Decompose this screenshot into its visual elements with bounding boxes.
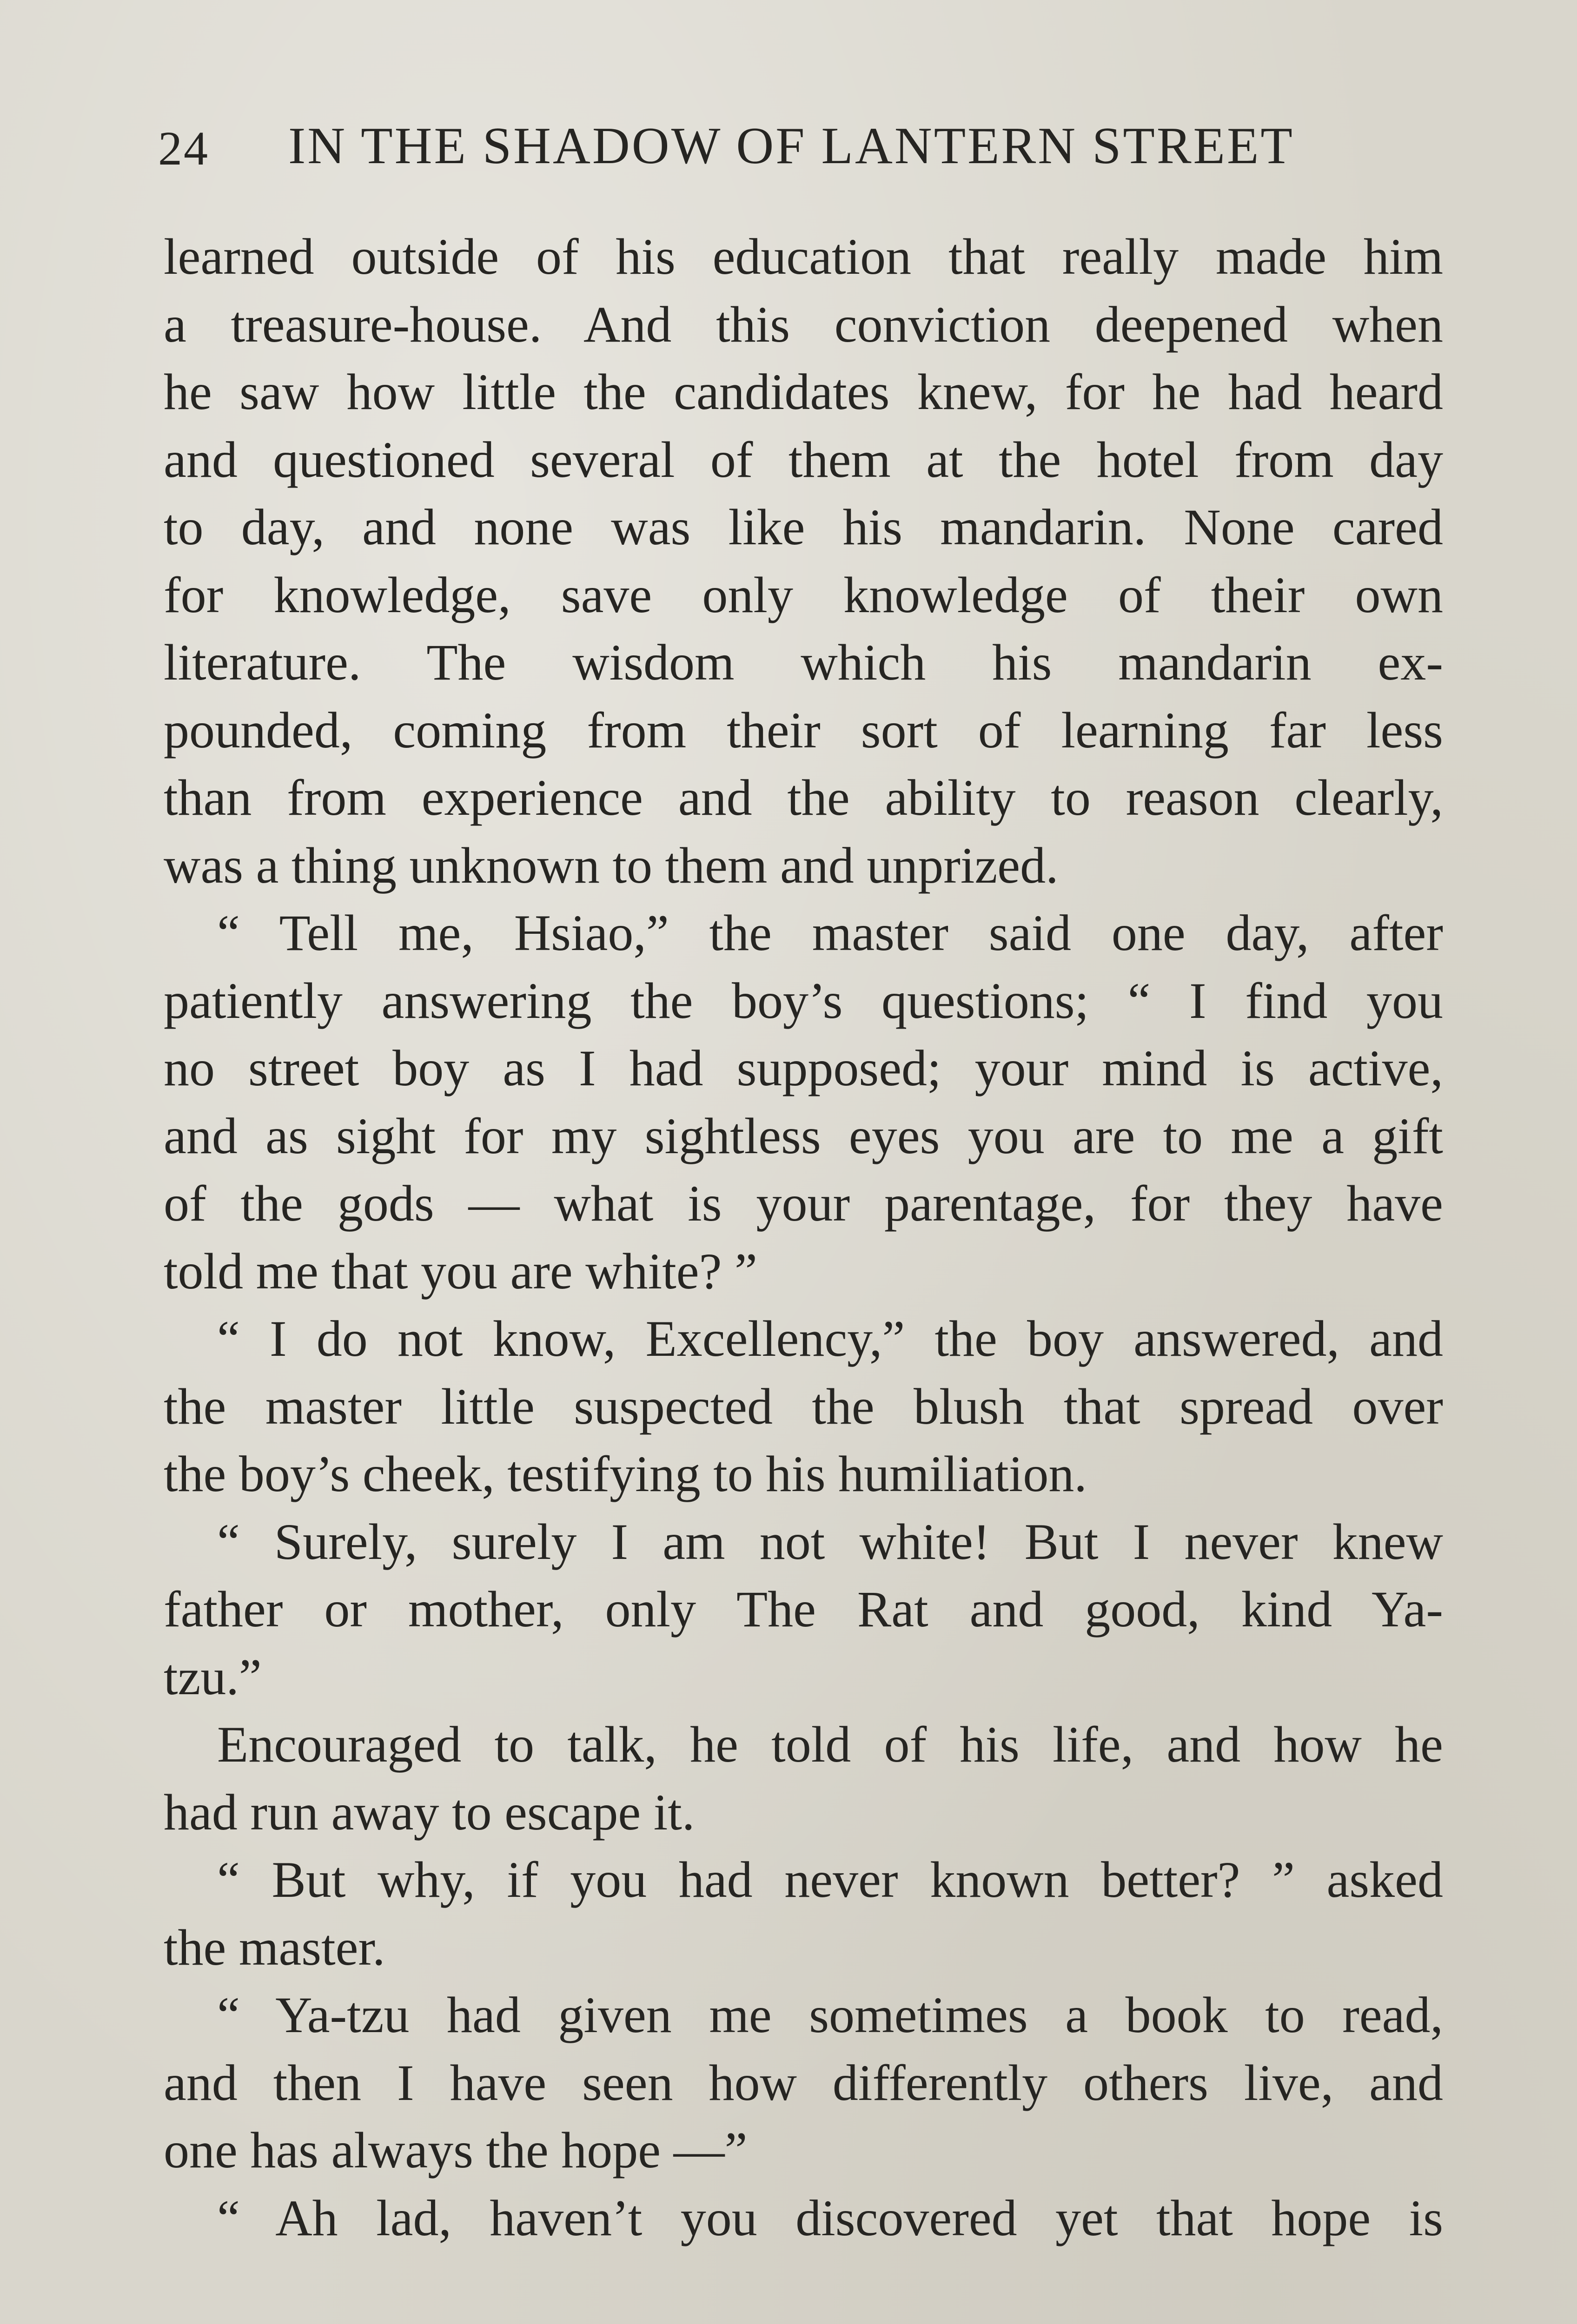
- text-line: had run away to escape it.: [164, 1783, 695, 1841]
- text-line: for knowledge, save only knowledge of their own: [164, 566, 1443, 623]
- text-line: “ Ya-tzu had given me sometimes a book to read,: [217, 1987, 1443, 2043]
- text-line: to day, and none was like his mandarin. None cared: [164, 499, 1443, 555]
- text-line: of the gods — what is your parentage, for they have: [164, 1175, 1443, 1232]
- running-title: IN THE SHADOW OF LANTERN STREET: [288, 117, 1294, 175]
- text-line: “ Ah lad, haven’t you discovered yet that hope is: [217, 2189, 1443, 2246]
- text-line: the boy’s cheek, testifying to his humiliation.: [164, 1446, 1087, 1502]
- text-line: no street boy as I had supposed; your mind is active,: [164, 1040, 1443, 1096]
- text-line: the master.: [164, 1919, 385, 1976]
- text-line: “ Surely, surely I am not white! But I never knew: [217, 1513, 1443, 1570]
- running-head: [158, 116, 1413, 181]
- text-line: patiently answering the boy’s questions; “ I find you: [164, 972, 1443, 1029]
- text-line: the master little suspected the blush that spread over: [164, 1378, 1443, 1435]
- text-line: learned outside of his education that really made him: [164, 228, 1443, 285]
- body-text: [164, 223, 1443, 2252]
- text-line: pounded, coming from their sort of learning far less: [164, 701, 1443, 759]
- text-line: than from experience and the ability to reason clearly,: [164, 769, 1443, 826]
- text-line: tzu.”: [164, 1648, 262, 1705]
- page-number: 24: [158, 122, 209, 175]
- text-line: “ Tell me, Hsiao,” the master said one day, after: [217, 905, 1443, 961]
- text-line: father or mother, only The Rat and good, kind Ya-: [164, 1581, 1443, 1637]
- text-line: literature. The wisdom which his mandarin ex-: [164, 634, 1443, 691]
- text-line: Encouraged to talk, he told of his life, and how he: [217, 1716, 1443, 1773]
- text-line: and as sight for my sightless eyes you are to me a gift: [164, 1107, 1443, 1164]
- text-line: told me that you are white? ”: [164, 1242, 757, 1300]
- text-line: a treasure-house. And this conviction deepened when: [164, 296, 1443, 353]
- text-line: one has always the hope —”: [164, 2122, 748, 2179]
- text-line: was a thing unknown to them and unprized.: [164, 837, 1059, 894]
- text-line: he saw how little the candidates knew, for he had heard: [164, 363, 1443, 420]
- text-line: and then I have seen how differently others live, and: [164, 2054, 1443, 2111]
- text-line: “ I do not know, Excellency,” the boy answered, and: [217, 1310, 1443, 1367]
- text-line: “ But why, if you had never known better? ” asked: [217, 1851, 1443, 1908]
- text-line: and questioned several of them at the hotel from day: [164, 431, 1443, 488]
